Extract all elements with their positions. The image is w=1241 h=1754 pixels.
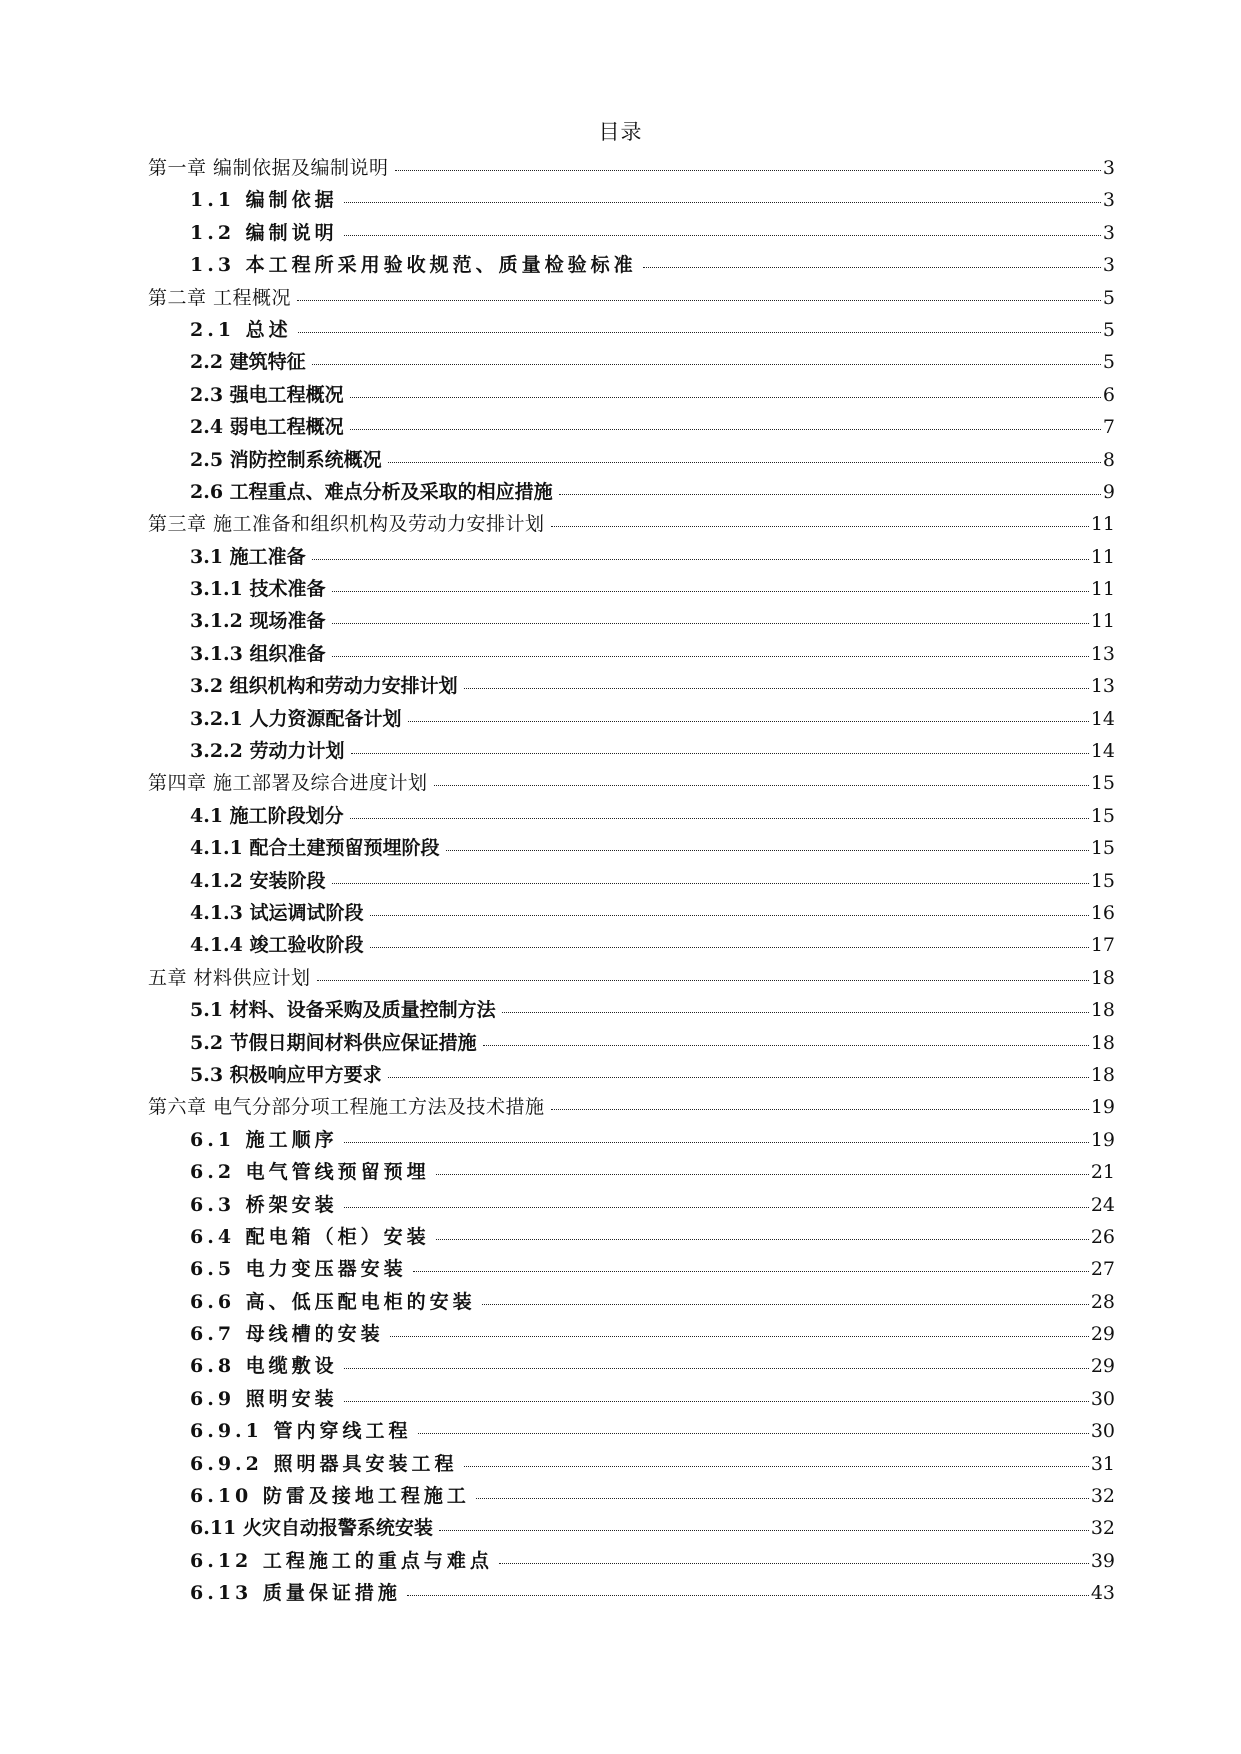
toc-page-number: 9 bbox=[1102, 480, 1115, 503]
toc-entry[interactable] bbox=[148, 735, 1115, 767]
toc-page-number: 32 bbox=[1090, 1485, 1115, 1508]
toc-page-number: 29 bbox=[1090, 1355, 1115, 1378]
dot-leader bbox=[551, 1108, 1089, 1110]
toc-entry[interactable] bbox=[148, 152, 1115, 184]
dot-leader bbox=[499, 1562, 1089, 1564]
toc-page-number: 15 bbox=[1090, 869, 1115, 892]
toc-entry-title: 2.4 弱电工程概况 bbox=[190, 416, 344, 439]
toc-entry[interactable] bbox=[148, 541, 1115, 573]
toc-entry-title: 2.6 工程重点、难点分析及采取的相应措施 bbox=[190, 480, 553, 503]
toc-entry-title: 4.1.4 竣工验收阶段 bbox=[190, 934, 364, 957]
toc-entry-title: 3.2 组织机构和劳动力安排计划 bbox=[190, 675, 458, 698]
toc-entry-title: 6.1 施工顺序 bbox=[190, 1128, 338, 1151]
toc-entry[interactable] bbox=[148, 508, 1115, 540]
dot-leader bbox=[332, 882, 1089, 884]
toc-entry[interactable] bbox=[148, 314, 1115, 346]
toc-entry[interactable] bbox=[148, 1189, 1115, 1221]
toc-entry-title: 6.9.1 管内穿线工程 bbox=[190, 1420, 412, 1443]
toc-page-number: 18 bbox=[1090, 999, 1115, 1022]
toc-page-number: 8 bbox=[1102, 448, 1115, 471]
dot-leader bbox=[332, 655, 1089, 657]
toc-page-number: 3 bbox=[1102, 254, 1115, 277]
dot-leader bbox=[390, 1335, 1089, 1337]
toc-entry[interactable] bbox=[148, 411, 1115, 443]
toc-entry-title: 第三章 施工准备和组织机构及劳动力安排计划 bbox=[148, 513, 545, 536]
toc-entry-title: 第四章 施工部署及综合进度计划 bbox=[148, 772, 428, 795]
toc-entry[interactable] bbox=[148, 962, 1115, 994]
toc-entry-title: 6.13 质量保证措施 bbox=[190, 1582, 401, 1605]
toc-entry-title: 4.1.2 安装阶段 bbox=[190, 869, 326, 892]
toc-page-number: 43 bbox=[1090, 1582, 1115, 1605]
dot-leader bbox=[350, 396, 1101, 398]
toc-entry-title: 6.6 高、低压配电柜的安装 bbox=[190, 1290, 476, 1313]
page-title: 目录 bbox=[598, 120, 643, 144]
toc-page-number: 7 bbox=[1102, 416, 1115, 439]
toc-page-number: 15 bbox=[1090, 837, 1115, 860]
toc-entry[interactable] bbox=[148, 1124, 1115, 1156]
dot-leader bbox=[395, 169, 1101, 171]
dot-leader bbox=[464, 1465, 1089, 1467]
toc-entry[interactable] bbox=[148, 703, 1115, 735]
toc-entry-title: 3.1.1 技术准备 bbox=[190, 578, 326, 601]
toc-entry-title: 第一章 编制依据及编制说明 bbox=[148, 157, 389, 179]
toc-page-number: 3 bbox=[1102, 157, 1115, 179]
toc-page-number: 29 bbox=[1090, 1323, 1115, 1346]
dot-leader bbox=[351, 752, 1089, 754]
toc-page-number: 15 bbox=[1090, 772, 1115, 795]
dot-leader bbox=[317, 979, 1089, 981]
toc-page-number: 19 bbox=[1090, 1096, 1115, 1119]
toc-page-number: 11 bbox=[1090, 578, 1115, 601]
toc-entry-title: 6.9.2 照明器具安装工程 bbox=[190, 1452, 458, 1475]
toc-page-number: 19 bbox=[1090, 1128, 1115, 1151]
toc-page-number: 26 bbox=[1090, 1225, 1115, 1248]
dot-leader bbox=[439, 1529, 1089, 1531]
dot-leader bbox=[436, 1238, 1089, 1240]
toc-page-number: 28 bbox=[1090, 1290, 1115, 1313]
toc-entry[interactable] bbox=[148, 638, 1115, 670]
dot-leader bbox=[312, 558, 1089, 560]
toc-entry-title: 3.1.3 组织准备 bbox=[190, 642, 326, 665]
toc-page-number: 17 bbox=[1090, 934, 1115, 957]
toc-entry[interactable] bbox=[148, 832, 1115, 864]
toc-page-number: 6 bbox=[1102, 383, 1115, 406]
toc-entry[interactable] bbox=[148, 767, 1115, 799]
toc-entry[interactable] bbox=[148, 346, 1115, 378]
toc-entry[interactable] bbox=[148, 444, 1115, 476]
toc-entry[interactable] bbox=[148, 573, 1115, 605]
toc-entry-title: 6.9 照明安装 bbox=[190, 1387, 338, 1410]
toc-page-number: 14 bbox=[1090, 707, 1115, 730]
toc-entry-title: 3.1.2 现场准备 bbox=[190, 610, 326, 633]
toc-entry-title: 6.2 电气管线预留预埋 bbox=[190, 1161, 430, 1184]
toc-entry[interactable] bbox=[148, 1480, 1115, 1512]
dot-leader bbox=[388, 461, 1101, 463]
toc-entry[interactable] bbox=[148, 1577, 1115, 1609]
toc-page-number: 13 bbox=[1090, 675, 1115, 698]
toc-entry-title: 5.2 节假日期间材料供应保证措施 bbox=[190, 1031, 477, 1054]
dot-leader bbox=[464, 687, 1089, 689]
toc-entry[interactable] bbox=[148, 1221, 1115, 1253]
toc-page-number: 27 bbox=[1090, 1258, 1115, 1281]
table-of-contents bbox=[148, 152, 1115, 1610]
toc-entry-title: 6.3 桥架安装 bbox=[190, 1193, 338, 1216]
toc-entry[interactable] bbox=[148, 249, 1115, 281]
toc-entry-title: 4.1 施工阶段划分 bbox=[190, 804, 344, 827]
dot-leader bbox=[350, 817, 1089, 819]
dot-leader bbox=[312, 363, 1101, 365]
toc-page-number: 13 bbox=[1090, 642, 1115, 665]
toc-entry[interactable] bbox=[148, 476, 1115, 508]
dot-leader bbox=[297, 299, 1101, 301]
toc-entry[interactable] bbox=[148, 282, 1115, 314]
toc-entry-title: 3.1 施工准备 bbox=[190, 545, 306, 568]
toc-entry-title: 4.1.1 配合土建预留预埋阶段 bbox=[190, 837, 440, 860]
toc-page-number: 3 bbox=[1102, 189, 1115, 212]
toc-entry-title: 2.1 总述 bbox=[190, 318, 292, 341]
dot-leader bbox=[482, 1303, 1089, 1305]
toc-entry-title: 4.1.3 试运调试阶段 bbox=[190, 901, 364, 924]
toc-entry[interactable] bbox=[148, 1448, 1115, 1480]
toc-page-number: 3 bbox=[1102, 221, 1115, 244]
toc-entry[interactable] bbox=[148, 929, 1115, 961]
toc-entry[interactable] bbox=[148, 1545, 1115, 1577]
toc-page-number: 24 bbox=[1090, 1193, 1115, 1216]
toc-entry-title: 五章 材料供应计划 bbox=[148, 966, 311, 989]
dot-leader bbox=[344, 1206, 1089, 1208]
toc-page-number: 16 bbox=[1090, 901, 1115, 924]
toc-page-number: 18 bbox=[1090, 966, 1115, 989]
toc-entry-title: 5.1 材料、设备采购及质量控制方法 bbox=[190, 999, 496, 1022]
toc-entry[interactable] bbox=[148, 1286, 1115, 1318]
dot-leader bbox=[502, 1011, 1089, 1013]
dot-leader bbox=[418, 1432, 1089, 1434]
toc-entry[interactable] bbox=[148, 1415, 1115, 1447]
toc-page-number: 5 bbox=[1102, 286, 1115, 309]
toc-entry[interactable] bbox=[148, 1027, 1115, 1059]
dot-leader bbox=[388, 1076, 1089, 1078]
toc-entry-title: 6.7 母线槽的安装 bbox=[190, 1323, 384, 1346]
toc-page-number: 21 bbox=[1090, 1161, 1115, 1184]
dot-leader bbox=[476, 1497, 1089, 1499]
dot-leader bbox=[434, 784, 1089, 786]
toc-entry[interactable] bbox=[148, 1383, 1115, 1415]
dot-leader bbox=[643, 266, 1101, 268]
toc-page-number: 31 bbox=[1090, 1452, 1115, 1475]
toc-entry[interactable] bbox=[148, 1350, 1115, 1382]
toc-entry[interactable] bbox=[148, 1318, 1115, 1350]
dot-leader bbox=[407, 1594, 1089, 1596]
dot-leader bbox=[344, 1400, 1089, 1402]
toc-entry[interactable] bbox=[148, 994, 1115, 1026]
toc-entry[interactable] bbox=[148, 379, 1115, 411]
toc-entry-title: 6.5 电力变压器安装 bbox=[190, 1258, 407, 1281]
toc-page-number: 11 bbox=[1090, 545, 1115, 568]
dot-leader bbox=[332, 590, 1089, 592]
dot-leader bbox=[413, 1270, 1089, 1272]
toc-entry-title: 2.3 强电工程概况 bbox=[190, 383, 344, 406]
toc-entry-title: 6.4 配电箱（柜）安装 bbox=[190, 1225, 430, 1248]
toc-entry[interactable] bbox=[148, 605, 1115, 637]
toc-page-number: 11 bbox=[1090, 610, 1115, 633]
toc-page-number: 32 bbox=[1090, 1517, 1115, 1540]
toc-entry[interactable] bbox=[148, 1059, 1115, 1091]
dot-leader bbox=[559, 493, 1101, 495]
dot-leader bbox=[408, 720, 1089, 722]
toc-entry-title: 3.2.2 劳动力计划 bbox=[190, 740, 345, 763]
toc-page-number: 14 bbox=[1090, 740, 1115, 763]
toc-entry[interactable] bbox=[148, 670, 1115, 702]
toc-entry-title: 2.2 建筑特征 bbox=[190, 351, 306, 374]
toc-entry-title: 2.5 消防控制系统概况 bbox=[190, 448, 382, 471]
dot-leader bbox=[551, 525, 1089, 527]
dot-leader bbox=[332, 622, 1089, 624]
toc-page-number: 39 bbox=[1090, 1549, 1115, 1572]
toc-entry-title: 6.11 火灾自动报警系统安装 bbox=[190, 1517, 433, 1540]
toc-entry-title: 3.2.1 人力资源配备计划 bbox=[190, 707, 402, 730]
toc-page-number: 30 bbox=[1090, 1387, 1115, 1410]
dot-leader bbox=[344, 1141, 1089, 1143]
toc-page-number: 18 bbox=[1090, 1031, 1115, 1054]
toc-page-number: 18 bbox=[1090, 1063, 1115, 1086]
toc-entry-title: 第二章 工程概况 bbox=[148, 286, 292, 309]
dot-leader bbox=[370, 914, 1089, 916]
dot-leader bbox=[298, 331, 1101, 333]
dot-leader bbox=[446, 849, 1089, 851]
dot-leader bbox=[344, 1367, 1089, 1369]
dot-leader bbox=[483, 1044, 1089, 1046]
dot-leader bbox=[436, 1173, 1089, 1175]
dot-leader bbox=[344, 234, 1101, 236]
toc-page-number: 5 bbox=[1102, 351, 1115, 374]
toc-entry[interactable] bbox=[148, 1091, 1115, 1123]
toc-entry[interactable] bbox=[148, 217, 1115, 249]
toc-entry[interactable] bbox=[148, 865, 1115, 897]
toc-page-number: 15 bbox=[1090, 804, 1115, 827]
toc-entry-title: 6.8 电缆敷设 bbox=[190, 1355, 338, 1378]
toc-entry[interactable] bbox=[148, 897, 1115, 929]
toc-entry-title: 6.10 防雷及接地工程施工 bbox=[190, 1485, 470, 1508]
toc-entry-title: 1.1 编制依据 bbox=[190, 189, 338, 212]
toc-entry-title: 第六章 电气分部分项工程施工方法及技术措施 bbox=[148, 1096, 545, 1119]
toc-entry[interactable] bbox=[148, 184, 1115, 216]
toc-page-number: 11 bbox=[1090, 513, 1115, 536]
toc-entry[interactable] bbox=[148, 1253, 1115, 1285]
toc-entry-title: 1.3 本工程所采用验收规范、质量检验标准 bbox=[190, 254, 637, 277]
toc-page-number: 5 bbox=[1102, 318, 1115, 341]
toc-entry-title: 5.3 积极响应甲方要求 bbox=[190, 1063, 382, 1086]
toc-page-number: 30 bbox=[1090, 1420, 1115, 1443]
dot-leader bbox=[344, 201, 1101, 203]
dot-leader bbox=[370, 946, 1089, 948]
toc-entry[interactable] bbox=[148, 800, 1115, 832]
toc-entry-title: 1.2 编制说明 bbox=[190, 221, 338, 244]
toc-entry-title: 6.12 工程施工的重点与难点 bbox=[190, 1549, 493, 1572]
dot-leader bbox=[350, 428, 1101, 430]
toc-entry[interactable] bbox=[148, 1156, 1115, 1188]
toc-entry[interactable] bbox=[148, 1512, 1115, 1544]
